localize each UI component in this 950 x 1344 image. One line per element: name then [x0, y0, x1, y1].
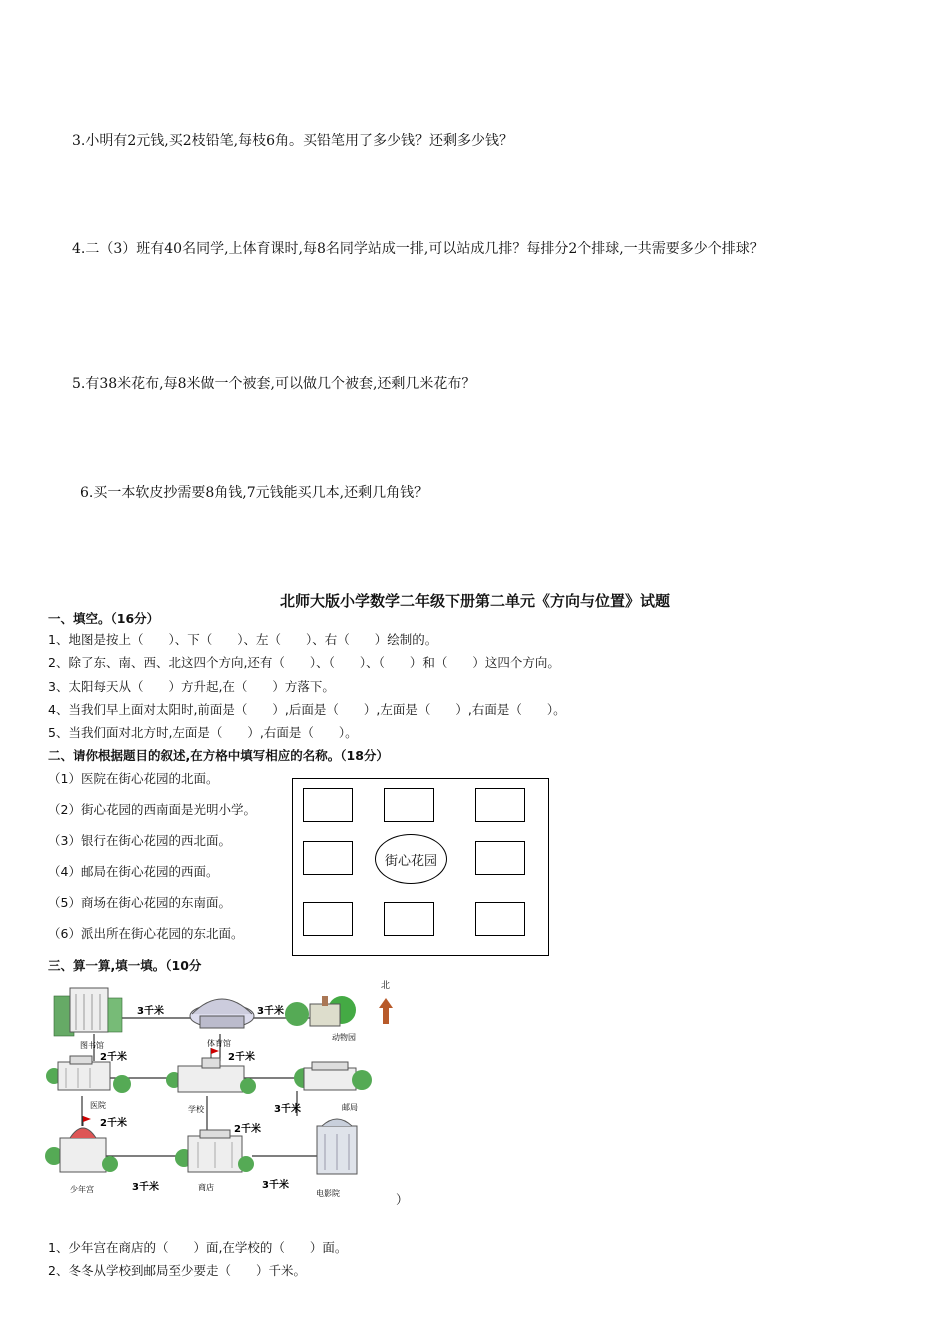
- distance-youth-shop: 3千米: [132, 1182, 159, 1193]
- grid-box-east[interactable]: [475, 841, 525, 875]
- distance-hospital-youth: 2千米: [100, 1118, 127, 1129]
- center-garden-label: 街心花园: [384, 853, 437, 869]
- city-map: [42, 976, 402, 1198]
- stadium-label: 体育馆: [207, 1039, 231, 1048]
- grid-box-southwest[interactable]: [303, 902, 353, 936]
- shop-building-icon: [175, 1130, 254, 1172]
- library-label: 图书馆: [80, 1041, 104, 1050]
- exam-title: 北师大版小学数学二年级下册第二单元《方向与位置》试题: [279, 592, 670, 610]
- word-problem-6: 6.买一本软皮抄需要8角钱,7元钱能买几本,还剩几角钱？: [80, 485, 429, 501]
- distance-school-post: 3千米: [274, 1104, 301, 1115]
- word-problem-5: 5.有38米花布,每8米做一个被套,可以做几个被套,还剩几米花布？: [72, 376, 476, 392]
- distance-stadium-zoo: 3千米: [257, 1006, 284, 1017]
- school-label: 学校: [188, 1105, 204, 1114]
- north-arrow-icon: [379, 998, 393, 1024]
- distance-library-hospital: 2千米: [100, 1052, 127, 1063]
- word-problem-4: 4.二（3）班有40名同学,上体育课时,每8名同学站成一排,可以站成几排？每排分2个排球,一共需要多少个排球？: [72, 241, 764, 257]
- section1-item: 2、除了东、南、西、北这四个方向,还有（ ）、（ ）、（ ）和（ ）这四个方向。: [48, 655, 560, 670]
- grid-box-west[interactable]: [303, 841, 353, 875]
- section2-item: （1）医院在街心花园的北面。: [48, 771, 219, 786]
- grid-box-southeast[interactable]: [475, 902, 525, 936]
- shop-label: 商店: [198, 1183, 214, 1192]
- post-office-building-icon: [294, 1062, 372, 1090]
- distance-school-shop: 2千米: [234, 1124, 261, 1135]
- section3-question: 1、少年宫在商店的（ ）面,在学校的（ ）面。: [48, 1240, 348, 1255]
- grid-box-south[interactable]: [384, 902, 434, 936]
- distance-library-stadium: 3千米: [137, 1006, 164, 1017]
- grid-box-northwest[interactable]: [303, 788, 353, 822]
- section2-item: （6）派出所在街心花园的东北面。: [48, 926, 244, 941]
- section1-heading: 一、填空。（16分）: [48, 611, 160, 626]
- grid-box-northeast[interactable]: [475, 788, 525, 822]
- section2-item: （5）商场在街心花园的东南面。: [48, 895, 231, 910]
- youth-palace-label: 少年宫: [70, 1185, 94, 1194]
- section3-closing-paren: ）: [396, 1192, 409, 1207]
- direction-grid: [292, 778, 549, 956]
- section1-item: 5、当我们面对北方时,左面是（ ）,右面是（ ）。: [48, 725, 358, 740]
- distance-shop-cinema: 3千米: [262, 1180, 289, 1191]
- section1-item: 3、太阳每天从（ ）方升起,在（ ）方落下。: [48, 679, 335, 694]
- post-office-label: 邮局: [342, 1103, 358, 1112]
- section1-item: 4、当我们早上面对太阳时,前面是（ ）,后面是（ ）,左面是（ ）,右面是（ ）。: [48, 702, 566, 717]
- zoo-building-icon: [285, 996, 356, 1026]
- zoo-label: 动物园: [332, 1033, 356, 1042]
- section2-item: （2）街心花园的西南面是光明小学。: [48, 802, 256, 817]
- north-label: 北: [381, 981, 391, 991]
- cinema-label: 电影院: [316, 1189, 340, 1198]
- section2-heading: 二、请你根据题目的叙述,在方格中填写相应的名称。（18分）: [48, 748, 389, 763]
- section3-heading: 三、算一算,填一填。（10分: [48, 958, 202, 973]
- section1-item: 1、地图是按上（ ）、下（ ）、左（ ）、右（ ）绘制的。: [48, 632, 438, 647]
- word-problem-3: 3.小明有2元钱,买2枝铅笔,每枝6角。买铅笔用了多少钱？还剩多少钱？: [72, 133, 513, 149]
- stadium-building-icon: [190, 999, 254, 1028]
- grid-box-north[interactable]: [384, 788, 434, 822]
- library-building-icon: [54, 988, 122, 1036]
- cinema-building-icon: [317, 1119, 357, 1174]
- section3-question: 2、冬冬从学校到邮局至少要走（ ）千米。: [48, 1263, 306, 1278]
- section2-item: （3）银行在街心花园的西北面。: [48, 833, 231, 848]
- section2-item: （4）邮局在街心花园的西面。: [48, 864, 219, 879]
- hospital-label: 医院: [90, 1101, 106, 1110]
- distance-stadium-school: 2千米: [228, 1052, 255, 1063]
- center-garden-ellipse: [375, 834, 447, 884]
